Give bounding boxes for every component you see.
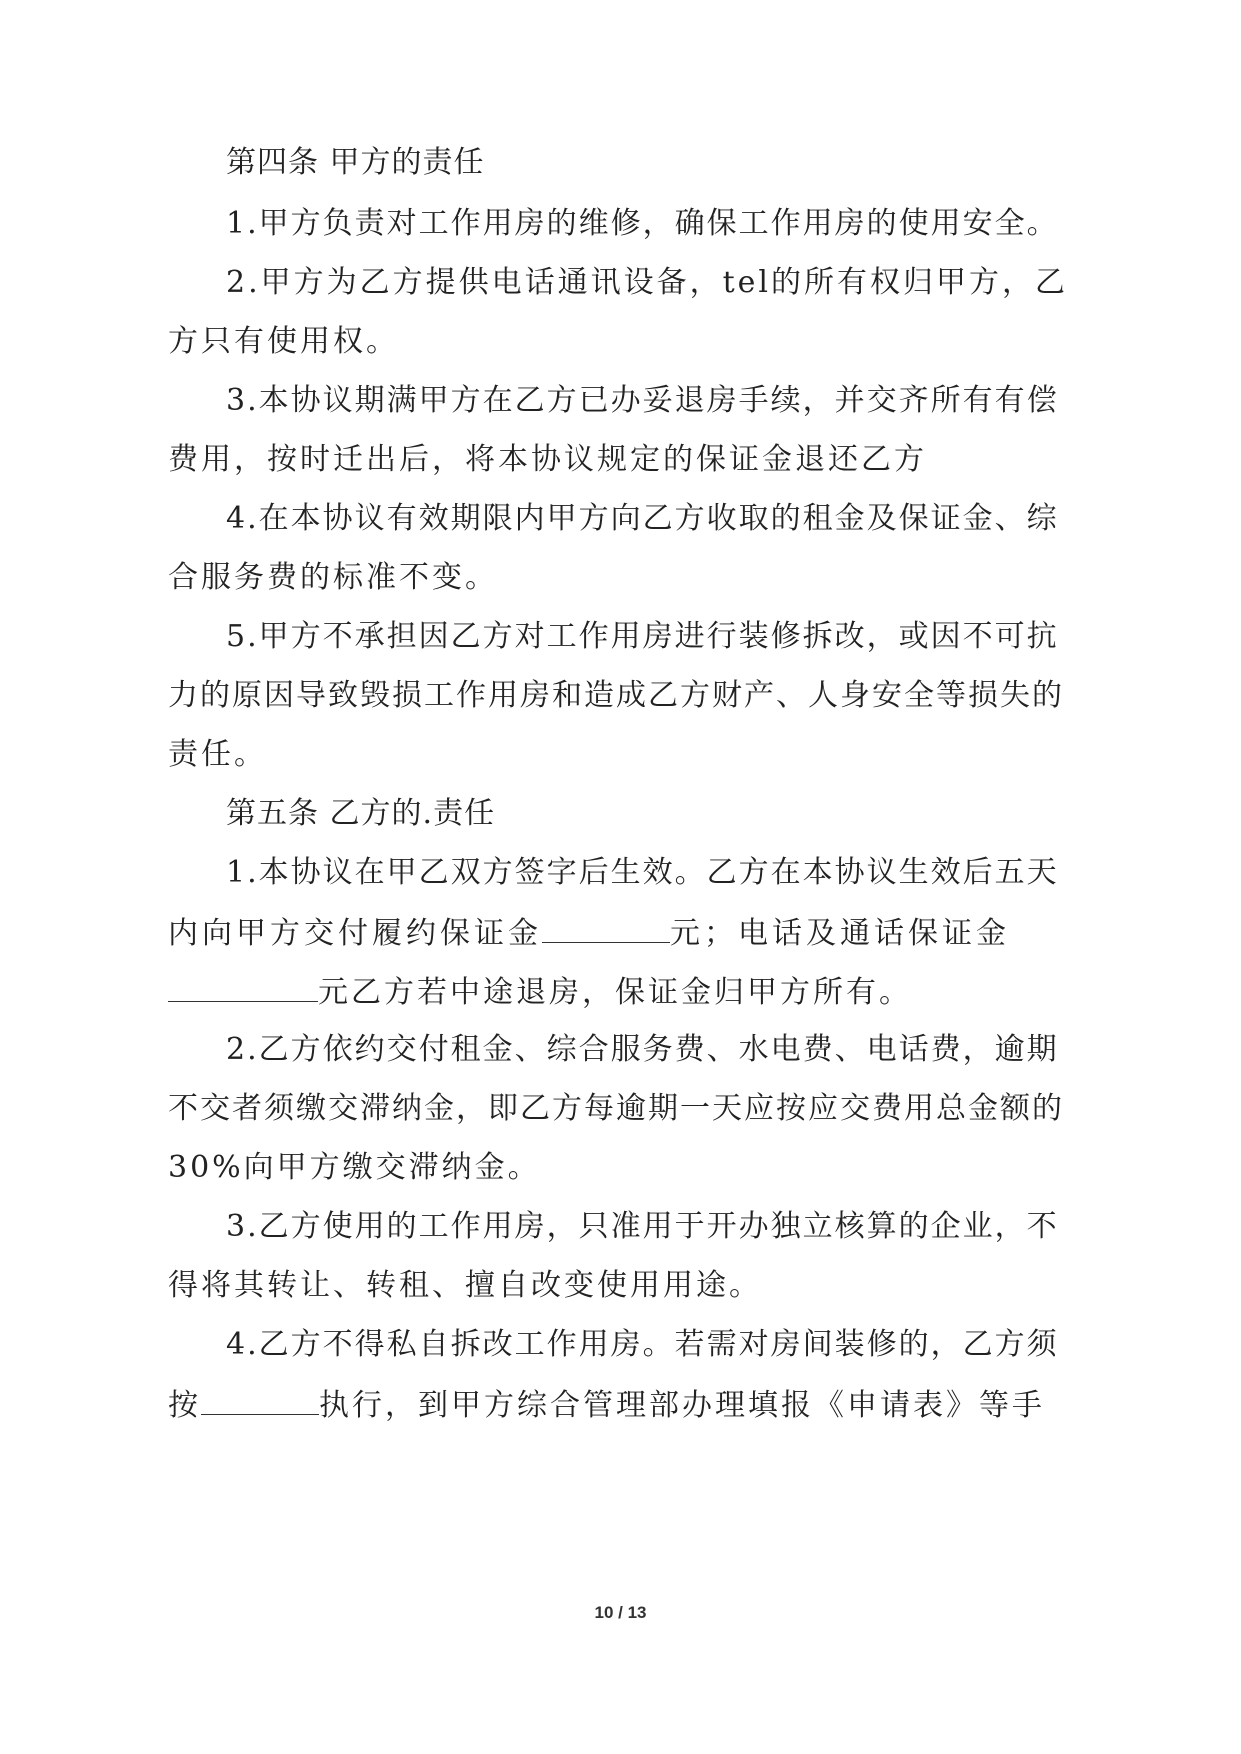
article-5-item-1-line-3 xyxy=(168,971,912,1013)
article-5-item-2-line-3: 30%向甲方缴交滞纳金。 xyxy=(168,1150,541,1185)
article-4-item-4-line-2: 合服务费的标准不变。 xyxy=(168,560,498,595)
page-number: 10 / 13 xyxy=(594,1603,647,1622)
article-4-item-2-line-1: 2.甲方为乙方提供电话通讯设备，tel的所有权归甲方，乙 xyxy=(226,265,1069,300)
article-5-item-4-text-b: 执行，到甲方综合管理部办理填报《申请表》等手 xyxy=(319,1388,1045,1423)
article-4-item-3-line-2: 费用，按时迁出后，将本协议规定的保证金退还乙方 xyxy=(168,442,927,477)
article-5-item-4-line-1: 4.乙方不得私自拆改工作用房。若需对房间装修的，乙方须 xyxy=(226,1327,1059,1362)
article-5-item-2-line-1: 2.乙方依约交付租金、综合服务费、水电费、电话费，逾期 xyxy=(226,1032,1059,1067)
renovation-rule-blank xyxy=(201,1384,319,1415)
article-4-item-4-line-1: 4.在本协议有效期限内甲方向乙方收取的租金及保证金、综 xyxy=(226,501,1059,536)
article-5-item-4-line-2 xyxy=(168,1384,1045,1426)
deposit-amount-blank xyxy=(542,912,670,943)
article-5-heading: 第五条 乙方的.责任 xyxy=(226,796,496,831)
article-5-item-1-text-a: 内向甲方交付履约保证金 xyxy=(168,916,542,951)
article-5-item-1-text-c: 元乙方若中途退房，保证金归甲方所有。 xyxy=(318,975,912,1010)
phone-deposit-blank xyxy=(168,971,318,1002)
article-4-item-2-line-2: 方只有使用权。 xyxy=(168,324,399,359)
article-5-item-1-text-b: 元；电话及通话保证金 xyxy=(670,916,1010,951)
article-4-heading: 第四条 甲方的责任 xyxy=(226,145,485,180)
article-5-item-4-text-a: 按 xyxy=(168,1388,201,1423)
article-5-item-1-line-2 xyxy=(168,912,1010,954)
article-5-item-3-line-2: 得将其转让、转租、擅自改变使用用途。 xyxy=(168,1268,762,1303)
article-4-item-5-line-2: 力的原因导致毁损工作用房和造成乙方财产、人身安全等损失的 xyxy=(168,678,1064,713)
article-5-item-3-line-1: 3.乙方使用的工作用房，只准用于开办独立核算的企业，不 xyxy=(226,1209,1059,1244)
article-5-item-2-line-2: 不交者须缴交滞纳金，即乙方每逾期一天应按应交费用总金额的 xyxy=(168,1091,1064,1126)
article-4-item-1: 1.甲方负责对工作用房的维修，确保工作用房的使用安全。 xyxy=(226,206,1059,241)
article-4-item-3-line-1: 3.本协议期满甲方在乙方已办妥退房手续，并交齐所有有偿 xyxy=(226,383,1059,418)
article-5-item-1-line-1: 1.本协议在甲乙双方签字后生效。乙方在本协议生效后五天 xyxy=(226,855,1059,890)
article-4-item-5-line-3: 责任。 xyxy=(168,737,267,772)
article-4-item-5-line-1: 5.甲方不承担因乙方对工作用房进行装修拆改，或因不可抗 xyxy=(226,619,1059,654)
